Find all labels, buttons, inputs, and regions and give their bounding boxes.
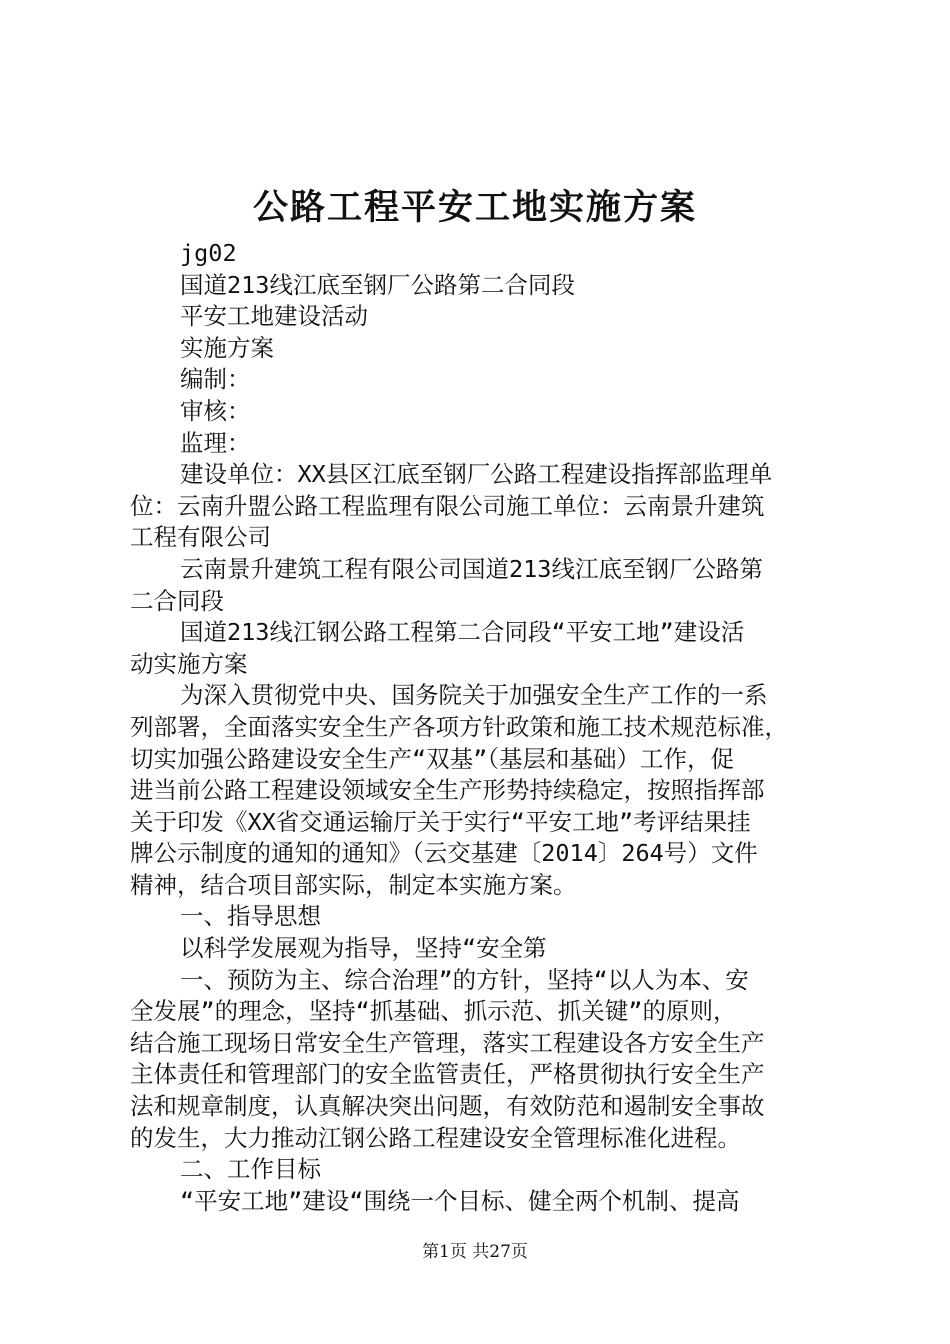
paragraph-line: 列部署，全面落实安全生产各项方针政策和施工技术规范标准，: [130, 712, 788, 741]
paragraph-line: 工程有限公司: [130, 523, 271, 552]
section-heading: 二、工作目标: [180, 1155, 321, 1184]
activity-name-line: 平安工地建设活动: [180, 302, 368, 331]
document-body: [130, 238, 832, 1217]
paragraph-line: 结合施工现场日常安全生产管理，落实工程建设各方安全生产: [130, 1028, 765, 1057]
paragraph-line: 云南景升建筑工程有限公司国道213线江底至钢厂公路第: [180, 554, 763, 583]
paragraph-line: 法和规章制度，认真解决突出问题，有效防范和遏制安全事故: [130, 1092, 765, 1121]
paragraph-line: 以科学发展观为指导，坚持“安全第: [180, 934, 547, 963]
doc-code-line: jg02: [180, 239, 237, 267]
paragraph-line: 的发生，大力推动江钢公路工程建设安全管理标准化进程。: [130, 1123, 741, 1152]
paragraph-line: 动实施方案: [130, 649, 248, 678]
paragraph-line: 全发展”的理念，坚持“抓基础、抓示范、抓关键”的原则，: [130, 997, 737, 1026]
paragraph-line: 主体责任和管理部门的安全监管责任，严格贯彻执行安全生产: [130, 1060, 765, 1089]
reviewer-line: 审核：: [180, 396, 251, 425]
paragraph-line: 牌公示制度的通知的通知》（云交基建〔2014〕264号）文件: [130, 839, 758, 868]
plan-label-line: 实施方案: [180, 333, 274, 362]
project-name-line: 国道213线江底至钢厂公路第二合同段: [180, 270, 575, 299]
paragraph-line: 为深入贯彻党中央、国务院关于加强安全生产工作的一系: [180, 681, 768, 710]
paragraph-line: 位：云南升盟公路工程监理有限公司施工单位：云南景升建筑: [130, 491, 765, 520]
compiler-line: 编制：: [180, 365, 251, 394]
paragraph-line: 二合同段: [130, 586, 224, 615]
supervisor-line: 监理：: [180, 428, 251, 457]
paragraph-line: “平安工地”建设“围绕一个目标、健全两个机制、提高: [180, 1186, 740, 1215]
page-number-footer: 第1页 共27页: [422, 1242, 528, 1262]
paragraph-line: 一、预防为主、综合治理”的方针，坚持“以人为本、安: [180, 965, 749, 994]
paragraph-line: 建设单位：XX县区江底至钢厂公路工程建设指挥部监理单: [180, 460, 773, 489]
paragraph-line: 精神，结合项目部实际，制定本实施方案。: [130, 870, 577, 899]
document-title: 公路工程平安工地实施方案: [252, 187, 697, 228]
paragraph-line: 国道213线江钢公路工程第二合同段“平安工地”建设活: [180, 618, 745, 647]
section-heading: 一、指导思想: [180, 902, 321, 931]
paragraph-line: 切实加强公路建设安全生产“双基”（基层和基础）工作，促: [130, 744, 735, 773]
paragraph-line: 进当前公路工程建设领域安全生产形势持续稳定，按照指挥部: [130, 776, 765, 805]
paragraph-line: 关于印发《XX省交通运输厅关于实行“平安工地”考评结果挂: [130, 807, 751, 836]
